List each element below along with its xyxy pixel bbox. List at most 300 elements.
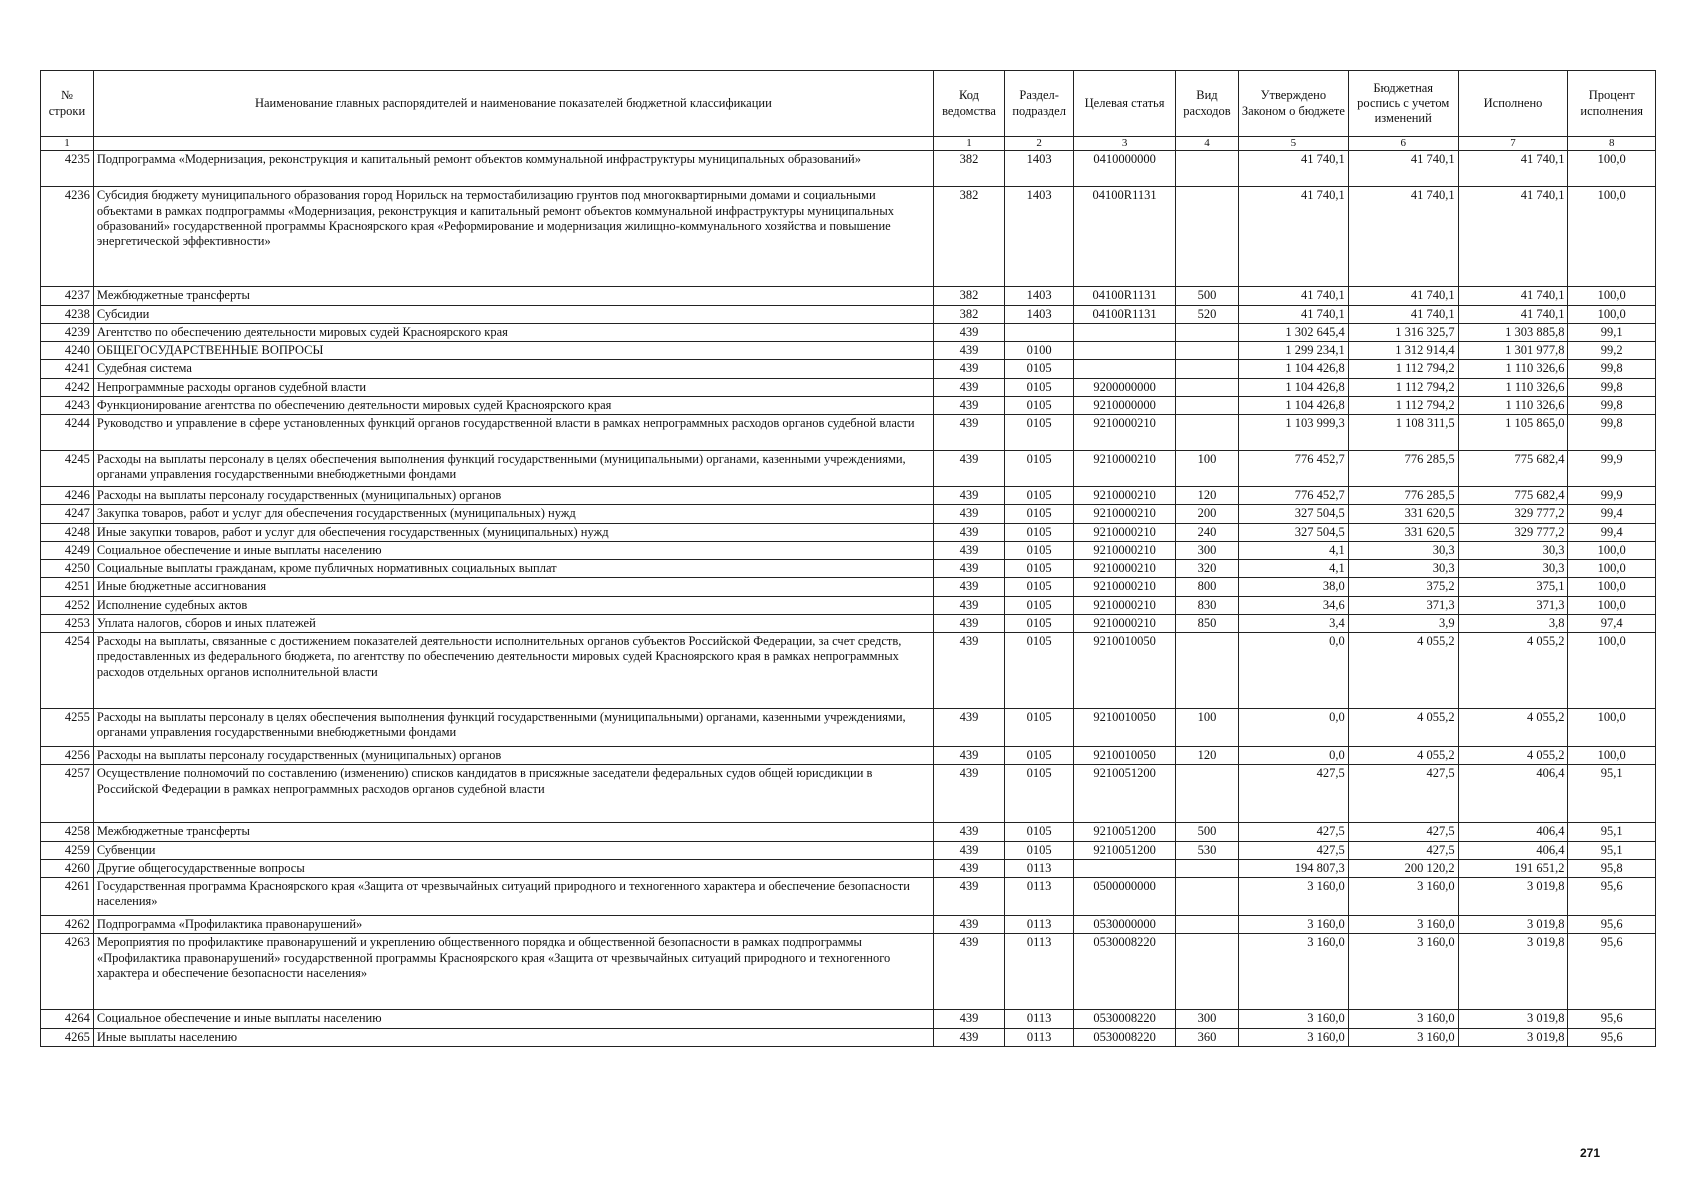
- row-name: Расходы на выплаты персоналу в целях обеспечения выполнения функций государственными (муниципальными) органами, казенными учреждениями, органами управления государственными внебюджетными фондами: [93, 709, 933, 747]
- row-percent: 95,6: [1568, 878, 1656, 916]
- row-executed: 1 110 326,6: [1458, 396, 1568, 414]
- row-percent: 95,6: [1568, 1010, 1656, 1028]
- row-percent: 100,0: [1568, 578, 1656, 596]
- row-target: 9210000210: [1074, 505, 1176, 523]
- row-exp-type: 800: [1175, 578, 1238, 596]
- row-target: 0530000000: [1074, 916, 1176, 934]
- row-schedule: 4 055,2: [1348, 747, 1458, 765]
- row-executed: 3,8: [1458, 614, 1568, 632]
- row-percent: 99,2: [1568, 342, 1656, 360]
- row-exp-type: 530: [1175, 841, 1238, 859]
- header-row: [41, 71, 1656, 137]
- row-target: 04100R1131: [1074, 287, 1176, 305]
- row-dept-code: 439: [933, 878, 1004, 916]
- table-row: [41, 396, 1656, 414]
- row-schedule: 3 160,0: [1348, 916, 1458, 934]
- row-dept-code: 439: [933, 360, 1004, 378]
- table-row: [41, 841, 1656, 859]
- row-percent: 97,4: [1568, 614, 1656, 632]
- row-executed: 191 651,2: [1458, 859, 1568, 877]
- header-target: Целевая статья: [1074, 71, 1176, 137]
- row-schedule: 776 285,5: [1348, 487, 1458, 505]
- row-schedule: 3 160,0: [1348, 1028, 1458, 1046]
- row-exp-type: 520: [1175, 305, 1238, 323]
- row-section: 0113: [1005, 1010, 1074, 1028]
- row-approved: 0,0: [1238, 633, 1348, 709]
- row-dept-code: 439: [933, 859, 1004, 877]
- row-schedule: 776 285,5: [1348, 451, 1458, 487]
- row-number: 4263: [41, 934, 94, 1010]
- row-dept-code: 439: [933, 578, 1004, 596]
- row-name: Расходы на выплаты, связанные с достижением показателей деятельности исполнительных органов субъектов Российской Федерации, за счет средств, предоставленных из федерального бюджета, по агентству по обеспечению деятельности мировых судей Красноярского края в рамках непрограммных расходов отдельных органов исполнительной власти: [93, 633, 933, 709]
- row-name: ОБЩЕГОСУДАРСТВЕННЫЕ ВОПРОСЫ: [93, 342, 933, 360]
- row-number: 4259: [41, 841, 94, 859]
- row-section: 0105: [1005, 360, 1074, 378]
- row-approved: 41 740,1: [1238, 187, 1348, 287]
- row-target: 9210051200: [1074, 823, 1176, 841]
- table-row: [41, 287, 1656, 305]
- row-section: 0105: [1005, 709, 1074, 747]
- row-percent: 99,4: [1568, 523, 1656, 541]
- row-target: 9200000000: [1074, 378, 1176, 396]
- row-exp-type: 300: [1175, 1010, 1238, 1028]
- row-section: 0105: [1005, 614, 1074, 632]
- row-approved: 4,1: [1238, 541, 1348, 559]
- table-row: [41, 934, 1656, 1010]
- table-row: [41, 859, 1656, 877]
- row-name: Межбюджетные трансферты: [93, 287, 933, 305]
- row-exp-type: [1175, 378, 1238, 396]
- row-exp-type: [1175, 342, 1238, 360]
- row-number: 4265: [41, 1028, 94, 1046]
- row-percent: 99,8: [1568, 415, 1656, 451]
- row-executed: 41 740,1: [1458, 187, 1568, 287]
- row-percent: 95,6: [1568, 934, 1656, 1010]
- row-exp-type: [1175, 934, 1238, 1010]
- row-name: Межбюджетные трансферты: [93, 823, 933, 841]
- row-percent: 99,8: [1568, 378, 1656, 396]
- row-executed: 4 055,2: [1458, 633, 1568, 709]
- row-executed: 3 019,8: [1458, 878, 1568, 916]
- row-schedule: 3 160,0: [1348, 1010, 1458, 1028]
- row-schedule: 427,5: [1348, 841, 1458, 859]
- row-number: 4248: [41, 523, 94, 541]
- row-percent: 100,0: [1568, 596, 1656, 614]
- row-name: Руководство и управление в сфере установленных функций органов государственной власти в рамках непрограммных расходов органов судебной власти: [93, 415, 933, 451]
- row-approved: 3 160,0: [1238, 1028, 1348, 1046]
- row-dept-code: 439: [933, 747, 1004, 765]
- column-number: 7: [1458, 137, 1568, 151]
- header-schedule: Бюджетная роспись с учетом изменений: [1348, 71, 1458, 137]
- row-dept-code: 439: [933, 415, 1004, 451]
- header-percent: Процент исполнения: [1568, 71, 1656, 137]
- row-target: 9210010050: [1074, 747, 1176, 765]
- row-name: Уплата налогов, сборов и иных платежей: [93, 614, 933, 632]
- row-executed: 1 110 326,6: [1458, 360, 1568, 378]
- row-target: 9210051200: [1074, 841, 1176, 859]
- row-name: Судебная система: [93, 360, 933, 378]
- row-schedule: 1 316 325,7: [1348, 323, 1458, 341]
- row-number: 4255: [41, 709, 94, 747]
- row-dept-code: 439: [933, 396, 1004, 414]
- row-schedule: 1 112 794,2: [1348, 378, 1458, 396]
- header-approved: Утверждено Законом о бюджете: [1238, 71, 1348, 137]
- row-name: Субсидии: [93, 305, 933, 323]
- row-approved: 1 104 426,8: [1238, 378, 1348, 396]
- row-schedule: 3 160,0: [1348, 878, 1458, 916]
- row-dept-code: 439: [933, 614, 1004, 632]
- table-row: [41, 151, 1656, 187]
- row-percent: 100,0: [1568, 709, 1656, 747]
- row-exp-type: [1175, 878, 1238, 916]
- header-section: Раздел-подраздел: [1005, 71, 1074, 137]
- row-executed: 775 682,4: [1458, 451, 1568, 487]
- row-percent: 95,1: [1568, 765, 1656, 823]
- row-number: 4250: [41, 560, 94, 578]
- row-section: 0105: [1005, 823, 1074, 841]
- table-row: [41, 578, 1656, 596]
- row-dept-code: 439: [933, 765, 1004, 823]
- row-exp-type: 240: [1175, 523, 1238, 541]
- row-executed: 41 740,1: [1458, 287, 1568, 305]
- header-name: Наименование главных распорядителей и наименование показателей бюджетной классификации: [93, 71, 933, 137]
- row-exp-type: 120: [1175, 487, 1238, 505]
- row-percent: 99,1: [1568, 323, 1656, 341]
- row-approved: 1 104 426,8: [1238, 360, 1348, 378]
- row-number: 4240: [41, 342, 94, 360]
- row-percent: 95,8: [1568, 859, 1656, 877]
- table-row: [41, 505, 1656, 523]
- row-executed: 4 055,2: [1458, 747, 1568, 765]
- row-target: 04100R1131: [1074, 305, 1176, 323]
- row-section: 0105: [1005, 578, 1074, 596]
- row-approved: 3 160,0: [1238, 934, 1348, 1010]
- row-dept-code: 439: [933, 633, 1004, 709]
- row-number: 4238: [41, 305, 94, 323]
- row-exp-type: 200: [1175, 505, 1238, 523]
- row-executed: 329 777,2: [1458, 505, 1568, 523]
- row-section: 0100: [1005, 342, 1074, 360]
- row-dept-code: 382: [933, 151, 1004, 187]
- table-body: [41, 151, 1656, 1047]
- row-exp-type: [1175, 151, 1238, 187]
- row-approved: 41 740,1: [1238, 305, 1348, 323]
- row-section: 0105: [1005, 841, 1074, 859]
- row-schedule: 4 055,2: [1348, 709, 1458, 747]
- row-section: 0113: [1005, 878, 1074, 916]
- table-row: [41, 323, 1656, 341]
- row-target: 0530008220: [1074, 1028, 1176, 1046]
- row-executed: 3 019,8: [1458, 934, 1568, 1010]
- row-approved: 327 504,5: [1238, 523, 1348, 541]
- column-number-row: [41, 137, 1656, 151]
- row-percent: 100,0: [1568, 305, 1656, 323]
- row-approved: 427,5: [1238, 823, 1348, 841]
- row-name: Агентство по обеспечению деятельности мировых судей Красноярского края: [93, 323, 933, 341]
- row-percent: 100,0: [1568, 633, 1656, 709]
- column-number: 8: [1568, 137, 1656, 151]
- row-percent: 99,4: [1568, 505, 1656, 523]
- row-dept-code: 439: [933, 378, 1004, 396]
- row-number: 4253: [41, 614, 94, 632]
- row-target: 0530008220: [1074, 1010, 1176, 1028]
- row-name: Расходы на выплаты персоналу государственных (муниципальных) органов: [93, 487, 933, 505]
- row-number: 4258: [41, 823, 94, 841]
- row-exp-type: [1175, 859, 1238, 877]
- row-target: 0410000000: [1074, 151, 1176, 187]
- row-approved: 4,1: [1238, 560, 1348, 578]
- row-schedule: 4 055,2: [1348, 633, 1458, 709]
- row-name: Мероприятия по профилактике правонарушений и укреплению общественного порядка и общественной безопасности в рамках подпрограммы «Профилактика правонарушений» государственной программы Красноярского края «Защита от чрезвычайных ситуаций природного и техногенного характера и обеспечение безопасности населения»: [93, 934, 933, 1010]
- row-number: 4252: [41, 596, 94, 614]
- table-row: [41, 560, 1656, 578]
- row-executed: 4 055,2: [1458, 709, 1568, 747]
- table-row: [41, 1010, 1656, 1028]
- row-number: 4239: [41, 323, 94, 341]
- row-name: Непрограммные расходы органов судебной власти: [93, 378, 933, 396]
- row-section: 0105: [1005, 505, 1074, 523]
- row-number: 4243: [41, 396, 94, 414]
- row-dept-code: 382: [933, 287, 1004, 305]
- row-executed: 375,1: [1458, 578, 1568, 596]
- row-number: 4262: [41, 916, 94, 934]
- row-number: 4257: [41, 765, 94, 823]
- table-row: [41, 378, 1656, 396]
- row-executed: 1 303 885,8: [1458, 323, 1568, 341]
- row-approved: 3 160,0: [1238, 878, 1348, 916]
- row-section: 0113: [1005, 1028, 1074, 1046]
- row-target: 0530008220: [1074, 934, 1176, 1010]
- table-row: [41, 451, 1656, 487]
- row-executed: 41 740,1: [1458, 305, 1568, 323]
- row-section: 0105: [1005, 396, 1074, 414]
- row-schedule: 200 120,2: [1348, 859, 1458, 877]
- row-section: 0105: [1005, 560, 1074, 578]
- row-approved: 3,4: [1238, 614, 1348, 632]
- row-percent: 95,6: [1568, 1028, 1656, 1046]
- row-dept-code: 439: [933, 487, 1004, 505]
- row-approved: 41 740,1: [1238, 287, 1348, 305]
- row-dept-code: 439: [933, 560, 1004, 578]
- row-target: 9210000210: [1074, 451, 1176, 487]
- row-exp-type: [1175, 187, 1238, 287]
- row-schedule: 41 740,1: [1348, 305, 1458, 323]
- row-target: 9210000000: [1074, 396, 1176, 414]
- row-exp-type: 500: [1175, 823, 1238, 841]
- row-section: 1403: [1005, 305, 1074, 323]
- row-percent: 99,8: [1568, 360, 1656, 378]
- header-executed: Исполнено: [1458, 71, 1568, 137]
- row-schedule: 1 112 794,2: [1348, 360, 1458, 378]
- row-schedule: 331 620,5: [1348, 505, 1458, 523]
- table-row: [41, 342, 1656, 360]
- row-exp-type: 100: [1175, 451, 1238, 487]
- row-dept-code: 439: [933, 596, 1004, 614]
- row-number: 4260: [41, 859, 94, 877]
- row-name: Исполнение судебных актов: [93, 596, 933, 614]
- row-section: 0105: [1005, 747, 1074, 765]
- row-target: [1074, 323, 1176, 341]
- row-percent: 99,9: [1568, 487, 1656, 505]
- row-number: 4242: [41, 378, 94, 396]
- row-section: 0105: [1005, 487, 1074, 505]
- row-dept-code: 439: [933, 823, 1004, 841]
- row-target: 9210000210: [1074, 560, 1176, 578]
- table-row: [41, 596, 1656, 614]
- row-schedule: 331 620,5: [1348, 523, 1458, 541]
- row-executed: 3 019,8: [1458, 1010, 1568, 1028]
- table-row: [41, 614, 1656, 632]
- row-number: 4237: [41, 287, 94, 305]
- table-row: [41, 305, 1656, 323]
- row-percent: 95,6: [1568, 916, 1656, 934]
- row-name: Социальные выплаты гражданам, кроме публичных нормативных социальных выплат: [93, 560, 933, 578]
- table-row: [41, 541, 1656, 559]
- row-name: Подпрограмма «Модернизация, реконструкция и капитальный ремонт объектов коммунальной инфраструктуры муниципальных образований»: [93, 151, 933, 187]
- column-number: 4: [1175, 137, 1238, 151]
- row-percent: 100,0: [1568, 541, 1656, 559]
- row-dept-code: 439: [933, 934, 1004, 1010]
- row-target: [1074, 859, 1176, 877]
- row-dept-code: 439: [933, 523, 1004, 541]
- row-schedule: 375,2: [1348, 578, 1458, 596]
- row-target: 9210000210: [1074, 596, 1176, 614]
- row-approved: 3 160,0: [1238, 916, 1348, 934]
- column-number: 1: [41, 137, 94, 151]
- header-row-no: № строки: [41, 71, 94, 137]
- row-number: 4256: [41, 747, 94, 765]
- row-approved: 1 104 426,8: [1238, 396, 1348, 414]
- row-section: 0105: [1005, 415, 1074, 451]
- row-schedule: 427,5: [1348, 823, 1458, 841]
- budget-table: [40, 70, 1656, 1047]
- table-row: [41, 878, 1656, 916]
- row-exp-type: [1175, 765, 1238, 823]
- row-name: Иные выплаты населению: [93, 1028, 933, 1046]
- row-executed: 371,3: [1458, 596, 1568, 614]
- row-target: [1074, 360, 1176, 378]
- row-target: 9210010050: [1074, 633, 1176, 709]
- row-section: 0105: [1005, 633, 1074, 709]
- row-name: Субсидия бюджету муниципального образования город Норильск на термостабилизацию грунтов под многоквартирными домами и социальными объектами в рамках подпрограммы «Модернизация, реконструкция и капитальный ремонт объектов коммунальной инфраструктуры муниципальных образований» государственной программы Красноярского края «Реформирование и модернизация жилищно-коммунального хозяйства и повышение энергетической эффективности»: [93, 187, 933, 287]
- row-dept-code: 439: [933, 342, 1004, 360]
- row-dept-code: 439: [933, 541, 1004, 559]
- row-exp-type: 500: [1175, 287, 1238, 305]
- table-row: [41, 487, 1656, 505]
- row-section: 1403: [1005, 187, 1074, 287]
- row-exp-type: 120: [1175, 747, 1238, 765]
- row-executed: 406,4: [1458, 765, 1568, 823]
- row-section: 1403: [1005, 151, 1074, 187]
- column-number: 5: [1238, 137, 1348, 151]
- table-row: [41, 1028, 1656, 1046]
- row-section: 0113: [1005, 859, 1074, 877]
- row-number: 4251: [41, 578, 94, 596]
- row-name: Подпрограмма «Профилактика правонарушений»: [93, 916, 933, 934]
- row-exp-type: [1175, 360, 1238, 378]
- row-dept-code: 439: [933, 1028, 1004, 1046]
- row-schedule: 371,3: [1348, 596, 1458, 614]
- row-target: [1074, 342, 1176, 360]
- row-dept-code: 439: [933, 323, 1004, 341]
- row-percent: 100,0: [1568, 287, 1656, 305]
- row-target: 9210000210: [1074, 415, 1176, 451]
- row-executed: 30,3: [1458, 541, 1568, 559]
- column-number: 2: [1005, 137, 1074, 151]
- column-number: [93, 137, 933, 151]
- row-name: Закупка товаров, работ и услуг для обеспечения государственных (муниципальных) нужд: [93, 505, 933, 523]
- row-dept-code: 382: [933, 187, 1004, 287]
- row-exp-type: 320: [1175, 560, 1238, 578]
- row-schedule: 1 112 794,2: [1348, 396, 1458, 414]
- column-number: 1: [933, 137, 1004, 151]
- row-section: 0105: [1005, 523, 1074, 541]
- row-number: 4247: [41, 505, 94, 523]
- row-section: 1403: [1005, 287, 1074, 305]
- row-target: 9210051200: [1074, 765, 1176, 823]
- row-number: 4244: [41, 415, 94, 451]
- row-dept-code: 439: [933, 1010, 1004, 1028]
- row-dept-code: 439: [933, 505, 1004, 523]
- row-percent: 100,0: [1568, 187, 1656, 287]
- row-dept-code: 439: [933, 709, 1004, 747]
- row-approved: 776 452,7: [1238, 451, 1348, 487]
- row-approved: 427,5: [1238, 765, 1348, 823]
- row-schedule: 3,9: [1348, 614, 1458, 632]
- row-approved: 1 103 999,3: [1238, 415, 1348, 451]
- row-target: 04100R1131: [1074, 187, 1176, 287]
- row-dept-code: 439: [933, 451, 1004, 487]
- row-number: 4241: [41, 360, 94, 378]
- row-name: Другие общегосударственные вопросы: [93, 859, 933, 877]
- row-percent: 100,0: [1568, 560, 1656, 578]
- row-name: Осуществление полномочий по составлению (изменению) списков кандидатов в присяжные заседатели федеральных судов общей юрисдикции в Российской Федерации в рамках непрограммных расходов органов судебной власти: [93, 765, 933, 823]
- row-name: Иные закупки товаров, работ и услуг для обеспечения государственных (муниципальных) нужд: [93, 523, 933, 541]
- row-approved: 0,0: [1238, 709, 1348, 747]
- table-row: [41, 823, 1656, 841]
- row-number: 4254: [41, 633, 94, 709]
- row-section: 0105: [1005, 596, 1074, 614]
- row-executed: 41 740,1: [1458, 151, 1568, 187]
- table-row: [41, 415, 1656, 451]
- row-percent: 100,0: [1568, 151, 1656, 187]
- row-executed: 30,3: [1458, 560, 1568, 578]
- row-name: Расходы на выплаты персоналу в целях обеспечения выполнения функций государственными (муниципальными) органами, казенными учреждениями, органами управления государственными внебюджетными фондами: [93, 451, 933, 487]
- row-approved: 427,5: [1238, 841, 1348, 859]
- row-exp-type: [1175, 415, 1238, 451]
- table-row: [41, 523, 1656, 541]
- row-exp-type: 300: [1175, 541, 1238, 559]
- row-target: 9210000210: [1074, 614, 1176, 632]
- row-number: 4235: [41, 151, 94, 187]
- row-name: Иные бюджетные ассигнования: [93, 578, 933, 596]
- row-section: 0105: [1005, 541, 1074, 559]
- column-number: 6: [1348, 137, 1458, 151]
- row-schedule: 30,3: [1348, 541, 1458, 559]
- row-approved: 194 807,3: [1238, 859, 1348, 877]
- row-exp-type: [1175, 916, 1238, 934]
- row-target: 9210000210: [1074, 487, 1176, 505]
- row-section: 0105: [1005, 451, 1074, 487]
- page-number: 271: [1580, 1146, 1601, 1160]
- row-exp-type: 850: [1175, 614, 1238, 632]
- row-target: 9210010050: [1074, 709, 1176, 747]
- row-approved: 34,6: [1238, 596, 1348, 614]
- row-approved: 0,0: [1238, 747, 1348, 765]
- row-number: 4236: [41, 187, 94, 287]
- row-approved: 1 302 645,4: [1238, 323, 1348, 341]
- row-executed: 775 682,4: [1458, 487, 1568, 505]
